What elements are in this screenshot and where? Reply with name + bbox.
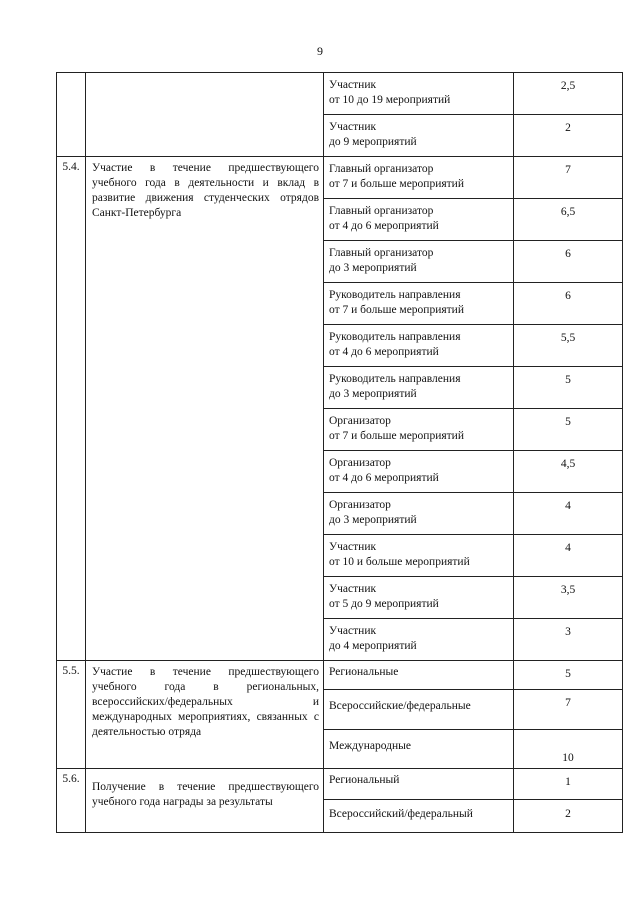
criterion-range: от 7 и больше мероприятий xyxy=(329,178,464,190)
points-cell: 3,5 xyxy=(514,577,623,619)
criterion-cell xyxy=(324,409,514,451)
section-number: 5.6. xyxy=(57,769,86,833)
points-cell: 4 xyxy=(514,535,623,577)
criterion-range: от 4 до 6 мероприятий xyxy=(329,220,439,232)
points-cell: 5,5 xyxy=(514,325,623,367)
points-cell: 10 xyxy=(514,730,623,769)
points-cell: 7 xyxy=(514,157,623,199)
criterion-role: Руководитель направления xyxy=(329,373,461,385)
criteria-table xyxy=(56,72,623,833)
criterion-role: Главный организатор xyxy=(329,163,434,175)
criterion-range: до 3 мероприятий xyxy=(329,514,417,526)
criterion-cell xyxy=(324,577,514,619)
criterion-cell xyxy=(324,73,514,115)
criterion-range: до 4 мероприятий xyxy=(329,640,417,652)
criterion-range: от 5 до 9 мероприятий xyxy=(329,598,439,610)
criterion-range: от 7 и больше мероприятий xyxy=(329,304,464,316)
criterion-role: Участник xyxy=(329,583,377,595)
criterion-cell xyxy=(324,493,514,535)
criterion-cell: Всероссийские/федеральные xyxy=(324,690,514,730)
criterion-cell: Региональный xyxy=(324,769,514,800)
points-cell: 5 xyxy=(514,367,623,409)
criterion-cell xyxy=(324,451,514,493)
points-cell: 5 xyxy=(514,409,623,451)
criterion-range: от 10 до 19 мероприятий xyxy=(329,94,451,106)
criterion-range: от 4 до 6 мероприятий xyxy=(329,346,439,358)
table-row xyxy=(57,769,623,800)
criterion-cell xyxy=(324,283,514,325)
criterion-role: Организатор xyxy=(329,499,391,511)
section-description: Участие в течение предшествующего учебного года в региональных, всероссийских/федеральных и международных мероприятиях, связанных с деятельностью отряда xyxy=(86,661,324,769)
points-cell: 3 xyxy=(514,619,623,661)
points-cell: 6 xyxy=(514,241,623,283)
criterion-role: Участник xyxy=(329,541,377,553)
criterion-role: Участник xyxy=(329,625,377,637)
description-cell xyxy=(86,73,324,157)
criterion-range: до 9 мероприятий xyxy=(329,136,417,148)
criterion-cell xyxy=(324,241,514,283)
criterion-range: до 3 мероприятий xyxy=(329,388,417,400)
points-cell: 2 xyxy=(514,115,623,157)
points-cell: 6,5 xyxy=(514,199,623,241)
table-row xyxy=(57,661,623,690)
points-cell: 6 xyxy=(514,283,623,325)
table-row xyxy=(57,157,623,199)
criterion-cell xyxy=(324,157,514,199)
criterion-role: Организатор xyxy=(329,457,391,469)
section-description: Получение в течение предшествующего учебного года награды за результаты xyxy=(86,769,324,833)
points-cell: 2 xyxy=(514,800,623,833)
criterion-range: до 3 мероприятий xyxy=(329,262,417,274)
page-number: 9 xyxy=(317,44,323,58)
table-row xyxy=(57,73,623,115)
criterion-cell xyxy=(324,535,514,577)
criterion-role: Главный организатор xyxy=(329,205,434,217)
criterion-range: от 7 и больше мероприятий xyxy=(329,430,464,442)
points-cell: 5 xyxy=(514,661,623,690)
criterion-range: от 4 до 6 мероприятий xyxy=(329,472,439,484)
criterion-cell: Региональные xyxy=(324,661,514,690)
points-cell: 1 xyxy=(514,769,623,800)
row-number-cell xyxy=(57,73,86,157)
criterion-cell: Всероссийский/федеральный xyxy=(324,800,514,833)
points-cell: 4 xyxy=(514,493,623,535)
section-number: 5.4. xyxy=(57,157,86,661)
points-cell: 2,5 xyxy=(514,73,623,115)
criterion-range: от 10 и больше мероприятий xyxy=(329,556,470,568)
criterion-role: Главный организатор xyxy=(329,247,434,259)
criterion-cell xyxy=(324,115,514,157)
criterion-cell xyxy=(324,367,514,409)
criterion-cell xyxy=(324,619,514,661)
criterion-cell: Международные xyxy=(324,730,514,769)
criterion-role: Организатор xyxy=(329,415,391,427)
criterion-cell xyxy=(324,325,514,367)
section-number: 5.5. xyxy=(57,661,86,769)
criterion-role: Руководитель направления xyxy=(329,289,461,301)
criterion-cell xyxy=(324,199,514,241)
points-cell: 4,5 xyxy=(514,451,623,493)
section-description: Участие в течение предшествующего учебного года в деятельности и вклад в развитие движения студенческих отрядов Санкт-Петербурга xyxy=(86,157,324,661)
criterion-role: Участник xyxy=(329,121,377,133)
points-cell: 7 xyxy=(514,690,623,730)
criterion-role: Руководитель направления xyxy=(329,331,461,343)
criterion-role: Участник xyxy=(329,79,377,91)
